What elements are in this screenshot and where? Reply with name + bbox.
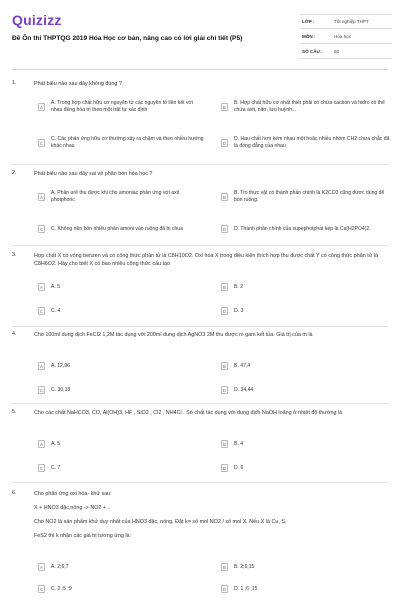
question-5	[12, 409, 388, 479]
question-number: 1.	[12, 80, 17, 86]
option-text: A. Phân urê thu được khi cho amoniac phản ứng với axit photphoric	[51, 190, 180, 203]
option-text: D. 1 ;6 ;15	[234, 585, 258, 592]
option-letter: B	[221, 103, 228, 111]
question-number: 6.	[12, 490, 17, 496]
option-letter: D	[222, 140, 227, 146]
option-c[interactable]	[34, 302, 204, 320]
question-text	[34, 490, 384, 546]
option-text: C. 2 ;5 ;9	[51, 585, 72, 592]
meta-subject-label: MÔN :	[302, 33, 316, 39]
option-letter: D	[222, 308, 227, 314]
question-text: Phát biểu nào sau đây không đúng ?	[34, 81, 122, 87]
option-text: D. Hau chất hơn kém nhau một hoặc nhiều nhóm CH2 chưa chắc đã là đồng đẳng của nhau	[234, 136, 390, 149]
option-b[interactable]	[217, 278, 392, 296]
option-d[interactable]	[217, 580, 392, 598]
option-text: C. Các phản ứng hữu cơ thường xảy ra chậm và theo nhiều hướng khác nhau	[51, 136, 204, 149]
option-letter: D	[222, 226, 227, 232]
question-line: Cho NO2 là sản phẩm khử duy nhất của HNO3 đặc, nóng. Đặt k= số mol NO2 / số mol X. Nếu X là Cu, S,	[34, 519, 287, 525]
option-text: B. Tro thực vật có thành phần chính là K2CO3 cũng được dùng để bón ruộng.	[234, 190, 385, 203]
option-text: D. 34,44	[234, 386, 254, 393]
option-text: C. 30,18	[51, 386, 71, 393]
option-c[interactable]	[34, 218, 204, 240]
option-text: C. 4	[51, 307, 61, 314]
option-letter: A	[38, 283, 45, 291]
option-letter: C	[39, 140, 44, 146]
option-letter: D	[222, 387, 227, 393]
meta-row-class	[300, 14, 392, 29]
meta-count-value: 50	[334, 48, 340, 54]
option-d[interactable]	[217, 132, 392, 154]
question-separator	[12, 403, 388, 404]
question-2	[12, 170, 388, 246]
worksheet-header	[0, 0, 400, 80]
question-line: Cho phản ứng oxi hóa- khử sau:	[34, 491, 112, 497]
question-separator	[12, 482, 388, 483]
option-letter: A	[38, 362, 45, 370]
option-text: C. Không nên bón nhiều phân amoni vào ruộng đã bị chua	[51, 225, 183, 232]
option-a[interactable]	[34, 96, 204, 118]
option-d[interactable]	[217, 459, 392, 477]
question-line: X + HNO3 đặc,nóng -> NO2 + ..	[34, 505, 111, 511]
option-letter: D	[222, 586, 227, 592]
quizizz-logo: Quizizz	[12, 12, 62, 28]
option-letter: A	[38, 103, 45, 111]
question-number: 2.	[12, 170, 17, 176]
question-separator	[12, 245, 388, 246]
option-letter: B	[221, 362, 228, 370]
option-text: A. 2;6;7	[51, 563, 69, 570]
option-letter: C	[39, 586, 44, 592]
question-text: Hợp chất X có vòng benzen và có công thức phân tử là C8H10O2. Oxi hóa X trong điều kiện thích hợp thu được chất Y có công thức phân tử là C8H6O2. Hãy cho biết X có bao nhiêu công thức cấu tạo	[34, 253, 379, 267]
option-text: A. 12,96	[51, 362, 70, 369]
question-number: 3.	[12, 252, 17, 258]
meta-count-label: SỐ CÂU :	[302, 48, 323, 54]
option-a[interactable]	[34, 278, 204, 296]
option-b[interactable]	[217, 186, 392, 208]
option-b[interactable]	[217, 357, 392, 375]
option-c[interactable]	[34, 132, 204, 154]
option-d[interactable]	[217, 302, 392, 320]
option-a[interactable]	[34, 186, 204, 208]
option-text: D. 6	[234, 464, 244, 471]
meta-class-label: LỚP :	[302, 19, 315, 24]
option-b[interactable]	[217, 435, 392, 453]
option-letter: C	[39, 465, 44, 471]
question-number: 4.	[12, 331, 17, 337]
question-text: Phát biểu nào sau đây sai về phân bón hóa học ?	[34, 171, 153, 177]
option-letter: C	[39, 226, 44, 232]
option-b[interactable]	[217, 558, 392, 576]
meta-class-value: Tốt nghiệp THPT	[334, 19, 369, 24]
option-text: A. 5	[51, 440, 61, 447]
option-c[interactable]	[34, 459, 204, 477]
header-divider	[12, 69, 388, 70]
option-letter: B	[221, 193, 228, 201]
option-letter: B	[221, 440, 228, 448]
option-letter: C	[39, 387, 44, 393]
question-1	[12, 80, 388, 160]
option-c[interactable]	[34, 381, 204, 399]
option-a[interactable]	[34, 357, 204, 375]
question-4	[12, 331, 388, 401]
option-a[interactable]	[34, 558, 204, 576]
option-text: D. Thành phần chính của supephotphat kép là Ca(H2PO4)2.	[234, 225, 371, 232]
option-letter: A	[38, 193, 45, 201]
question-3	[12, 252, 388, 322]
question-number: 5.	[12, 409, 17, 415]
option-text: D. 3	[234, 307, 244, 314]
option-letter: A	[38, 440, 45, 448]
option-letter: D	[222, 465, 227, 471]
option-letter: B	[221, 283, 228, 291]
option-a[interactable]	[34, 435, 204, 453]
option-letter: A	[38, 563, 45, 571]
meta-row-count	[300, 44, 392, 59]
option-text: A. Trong hợp chất hữu cơ nguyên tử các nguyên tố liên kết với nhau đúng hóa trị theo một trật tự xác định	[51, 100, 193, 113]
option-text: B. Hợp chất hữu cơ nhất thiết phải có chứa cacbon và hiđro có thể chứa axit, nitơ, lưu huỳnh...	[234, 100, 385, 113]
question-separator	[12, 164, 388, 165]
option-text: A. 5	[51, 283, 61, 290]
option-text: C. 7	[51, 464, 61, 471]
option-text: B. 4	[234, 440, 244, 447]
question-line: FeS2 thì k nhận các giá trị tương ứng là:	[34, 533, 132, 539]
option-text: B. 47,4	[234, 362, 251, 369]
meta-table	[300, 14, 392, 59]
option-text: B. 2;6;15	[234, 563, 255, 570]
meta-subject-value: Hóa học	[334, 33, 352, 39]
question-6	[12, 490, 388, 600]
option-c[interactable]	[34, 580, 204, 598]
option-letter: B	[221, 563, 228, 571]
question-text: Cho các chất NaHCO3, CO, Al(OH)3, HF , SiO2 , Cl2 , NH4Cl . Số chất tác dụng với dung dịch NaOH loãng ở nhiệt độ thường là	[34, 410, 343, 416]
option-b[interactable]	[217, 96, 392, 118]
page-title: Đề Ôn thi THPTQG 2019 Hóa Học cơ bản, nâng cao có lời giải chi tiết (P5)	[12, 35, 243, 42]
question-text: Cho 100ml dung dịch FeCl2 1,2M tác dụng với 200ml dung dịch AgNO3 2M thu được m gam kết tủa. Giá trị của m là	[34, 332, 313, 338]
option-letter: C	[39, 308, 44, 314]
option-d[interactable]	[217, 218, 392, 240]
option-text: B. 2	[234, 283, 244, 290]
question-separator	[12, 326, 388, 327]
option-d[interactable]	[217, 381, 392, 399]
meta-row-subject	[300, 29, 392, 44]
